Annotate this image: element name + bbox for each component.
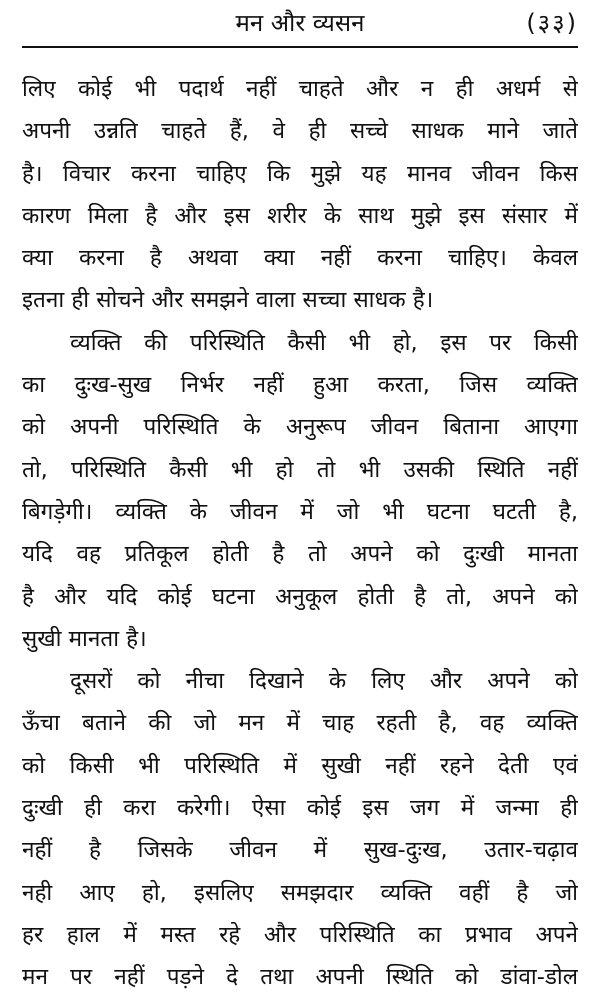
text-line: नहीं है जिसके जीवन में सुख-दुःख, उतार-चढ़ाव xyxy=(22,837,578,864)
text-line: मन पर नहीं पड़ने दे तथा अपनी स्थिति को डांवा-डोल xyxy=(22,964,578,991)
text-line: है और यदि कोई घटना अनुकूल होती है तो, अपने को xyxy=(22,583,578,610)
text-line: को किसी भी परिस्थिति में सुखी नहीं रहने देती एवं xyxy=(22,752,578,779)
text-line: व्यक्ति की परिस्थिति कैसी भी हो, इस पर किसी xyxy=(70,329,578,356)
text-line: है। विचार करना चाहिए कि मुझे यह मानव जीवन किस xyxy=(22,160,578,187)
text-line: ऊँचा बताने की जो मन में चाह रहती है, वह व्यक्ति xyxy=(22,710,578,737)
text-line: इतना ही सोचने और समझने वाला सच्चा साधक है। xyxy=(22,287,434,314)
body-text xyxy=(22,68,578,999)
text-line: लिए कोई भी पदार्थ नहीं चाहते और न ही अधर्म से xyxy=(22,76,578,102)
text-line: बिगड़ेगी। व्यक्ति के जीवन में जो भी घटना घटती है, xyxy=(22,498,578,525)
text-line: क्या करना है अथवा क्या नहीं करना चाहिए। केवल xyxy=(22,245,578,272)
text-line: का दुःख-सुख निर्भर नहीं हुआ करता, जिस व्यक्ति xyxy=(22,372,578,399)
text-line: दूसरों को नीचा दिखाने के लिए और अपने को xyxy=(70,668,578,695)
running-title: मन और व्यसन xyxy=(235,9,365,37)
page-header xyxy=(22,6,578,40)
page-number: (३३) xyxy=(526,9,578,37)
header-rule xyxy=(22,46,578,48)
text-line: नही आए हो, इसलिए समझदार व्यक्ति वहीं है जो xyxy=(22,879,578,906)
text-line: अपनी उन्नति चाहते हैं, वे ही सच्चे साधक माने जाते xyxy=(22,118,578,145)
text-line: को अपनी परिस्थिति के अनुरूप जीवन बिताना आएगा xyxy=(22,414,578,441)
text-line: हर हाल में मस्त रहे और परिस्थिति का प्रभाव अपने xyxy=(22,921,578,948)
text-line: तो, परिस्थिति कैसी भी हो तो भी उसकी स्थिति नहीं xyxy=(22,456,578,483)
text-line: कारण मिला है और इस शरीर के साथ मुझे इस संसार में xyxy=(22,202,578,229)
text-line: यदि वह प्रतिकूल होती है तो अपने को दुःखी मानता xyxy=(22,541,578,568)
text-line: दुःखी ही करा करेगी। ऐसा कोई इस जग में जन्मा ही xyxy=(22,795,578,822)
text-line: सुखी मानता है। xyxy=(22,625,147,652)
